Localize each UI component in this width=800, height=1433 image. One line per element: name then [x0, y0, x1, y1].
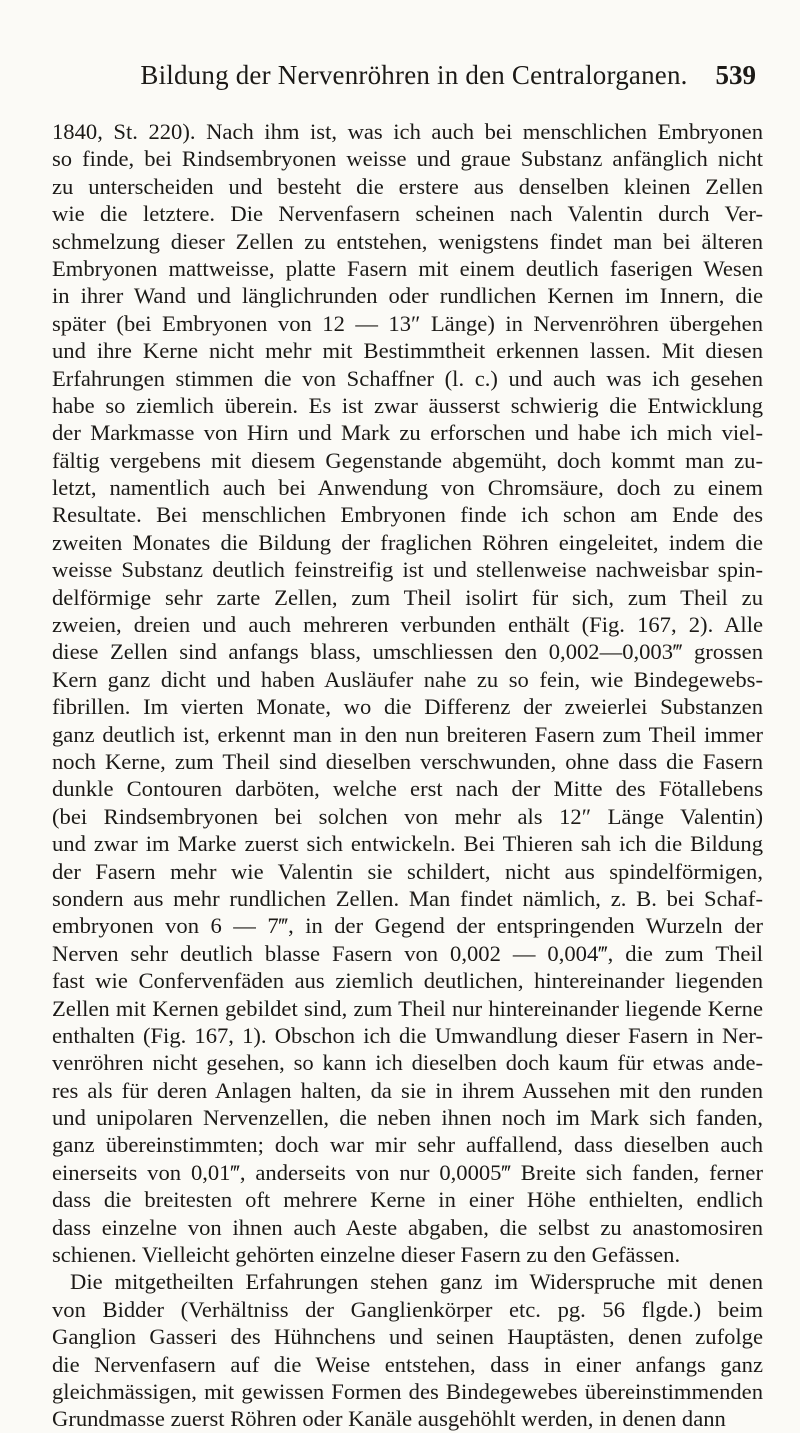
text-line: weisse Substanz deutlich feinstreifig ist und stellenweise nachweisbar spin- [52, 557, 763, 583]
text-line: Zellen mit Kernen gebildet sind, zum Theil nur hintereinander liegende Kerne [52, 995, 763, 1021]
text-line: zu unterscheiden und besteht die erstere aus denselben kleinen Zellen [52, 173, 763, 199]
text-line: Embryonen mattweisse, platte Fasern mit einem deutlich faserigen Wesen [52, 255, 763, 281]
text-line: zweien, dreien und auch mehreren verbunden enthält (Fig. 167, 2). Alle [52, 612, 763, 638]
text-line: dass die breitesten oft mehrere Kerne in einer Höhe enthielten, endlich [52, 1187, 763, 1213]
text-line: enthalten (Fig. 167, 1). Obschon ich die Umwandlung dieser Fasern in Ner- [52, 1022, 763, 1048]
text-line: und ihre Kerne nicht mehr mit Bestimmtheit erkennen lassen. Mit diesen [52, 338, 763, 364]
text-line: Nerven sehr deutlich blasse Fasern von 0,002 — 0,004‴, die zum Theil [52, 940, 763, 966]
running-head [52, 60, 756, 100]
text-line: einerseits von 0,01‴, anderseits von nur 0,0005‴ Breite sich fanden, ferner [52, 1159, 763, 1185]
text-line: Resultate. Bei menschlichen Embryonen finde ich schon am Ende des [52, 502, 763, 528]
text-line: der Fasern mehr wie Valentin sie schildert, nicht aus spindelförmigen, [52, 858, 763, 884]
text-line: delförmige sehr zarte Zellen, zum Theil isolirt für sich, zum Theil zu [52, 584, 763, 610]
text-line: habe so ziemlich überein. Es ist zwar äusserst schwierig die Entwicklung [52, 392, 763, 418]
text-line: 1840, St. 220). Nach ihm ist, was ich auch bei menschlichen Embryonen [52, 119, 763, 144]
text-line: Die mitgetheilten Erfahrungen stehen ganz im Widerspruche mit denen [70, 1269, 763, 1295]
text-line: der Markmasse von Hirn und Mark zu erforschen und habe ich mich viel- [52, 420, 763, 446]
text-line: und unipolaren Nervenzellen, die neben ihnen noch im Mark sich fanden, [52, 1105, 763, 1131]
text-line: letzt, namentlich auch bei Anwendung von Chromsäure, doch zu einem [52, 475, 763, 501]
text-line: fibrillen. Im vierten Monate, wo die Differenz der zweierlei Substanzen [52, 694, 763, 720]
text-line: so finde, bei Rindsembryonen weisse und graue Substanz anfänglich nicht [52, 146, 763, 172]
text-line: schienen. Vielleicht gehörten einzelne dieser Fasern zu den Gefässen. [52, 1242, 681, 1268]
text-line: venröhren nicht gesehen, so kann ich dieselben doch kaum für etwas ande- [52, 1050, 763, 1076]
text-line: noch Kerne, zum Theil sind dieselben verschwunden, ohne dass die Fasern [52, 748, 763, 774]
text-line: sondern aus mehr rundlichen Zellen. Man findet nämlich, z. B. bei Schaf- [52, 885, 763, 911]
text-line: (bei Rindsembryonen bei solchen von mehr als 12″ Länge Valentin) [52, 803, 763, 829]
page-number: 539 [715, 60, 756, 90]
text-line: fältig vergebens mit diesem Gegenstande abgemüht, doch kommt man zu- [52, 447, 763, 473]
text-line: zweiten Monates die Bildung der fraglichen Röhren eingeleitet, indem die [52, 529, 763, 555]
text-line: Ganglion Gasseri des Hühnchens und seinen Hauptästen, denen zufolge [52, 1324, 763, 1350]
text-line: dunkle Contouren darböten, welche erst nach der Mitte des Fötallebens [52, 776, 763, 802]
text-line: und zwar im Marke zuerst sich entwickeln. Bei Thieren sah ich die Bildung [52, 831, 763, 857]
text-line: dass einzelne von ihnen auch Aeste abgaben, die selbst zu anastomosiren [52, 1214, 763, 1240]
text-line: Erfahrungen stimmen die von Schaffner (l. c.) und auch was ich gesehen [52, 365, 763, 391]
text-line: gleichmässigen, mit gewissen Formen des Bindegewebes übereinstimmenden [52, 1378, 763, 1404]
text-line: embryonen von 6 — 7‴, in der Gegend der entspringenden Wurzeln der [52, 913, 763, 939]
text-line: schmelzung dieser Zellen zu entstehen, wenigstens findet man bei älteren [52, 228, 763, 254]
text-line: Kern ganz dicht und haben Ausläufer nahe zu so fein, wie Bindegewebs- [52, 666, 763, 692]
text-line: von Bidder (Verhältniss der Ganglienkörper etc. pg. 56 flgde.) beim [52, 1296, 763, 1322]
text-line: ganz deutlich ist, erkennt man in den nun breiteren Fasern zum Theil immer [52, 721, 763, 747]
text-line: in ihrer Wand und länglichrunden oder rundlichen Kernen im Innern, die [52, 283, 763, 309]
text-line: die Nervenfasern auf die Weise entstehen, dass in einer anfangs ganz [52, 1351, 763, 1377]
text-line: später (bei Embryonen von 12 — 13″ Länge) in Nervenröhren übergehen [52, 310, 763, 336]
body-text [52, 118, 763, 1433]
text-line: Grundmasse zuerst Röhren oder Kanäle ausgehöhlt werden, in denen dann [52, 1406, 726, 1432]
running-title: Bildung der Nervenröhren in den Centralorganen. [140, 60, 688, 90]
text-line: diese Zellen sind anfangs blass, umschliessen den 0,002—0,003‴ grossen [52, 639, 763, 665]
text-line: fast wie Confervenfäden aus ziemlich deutlichen, hintereinander liegenden [52, 968, 763, 994]
text-line: res als für deren Anlagen halten, da sie in ihrem Aussehen mit den runden [52, 1077, 763, 1103]
text-line: ganz übereinstimmten; doch war mir sehr auffallend, dass dieselben auch [52, 1132, 763, 1158]
text-line: wie die letztere. Die Nervenfasern scheinen nach Valentin durch Ver- [52, 201, 763, 227]
